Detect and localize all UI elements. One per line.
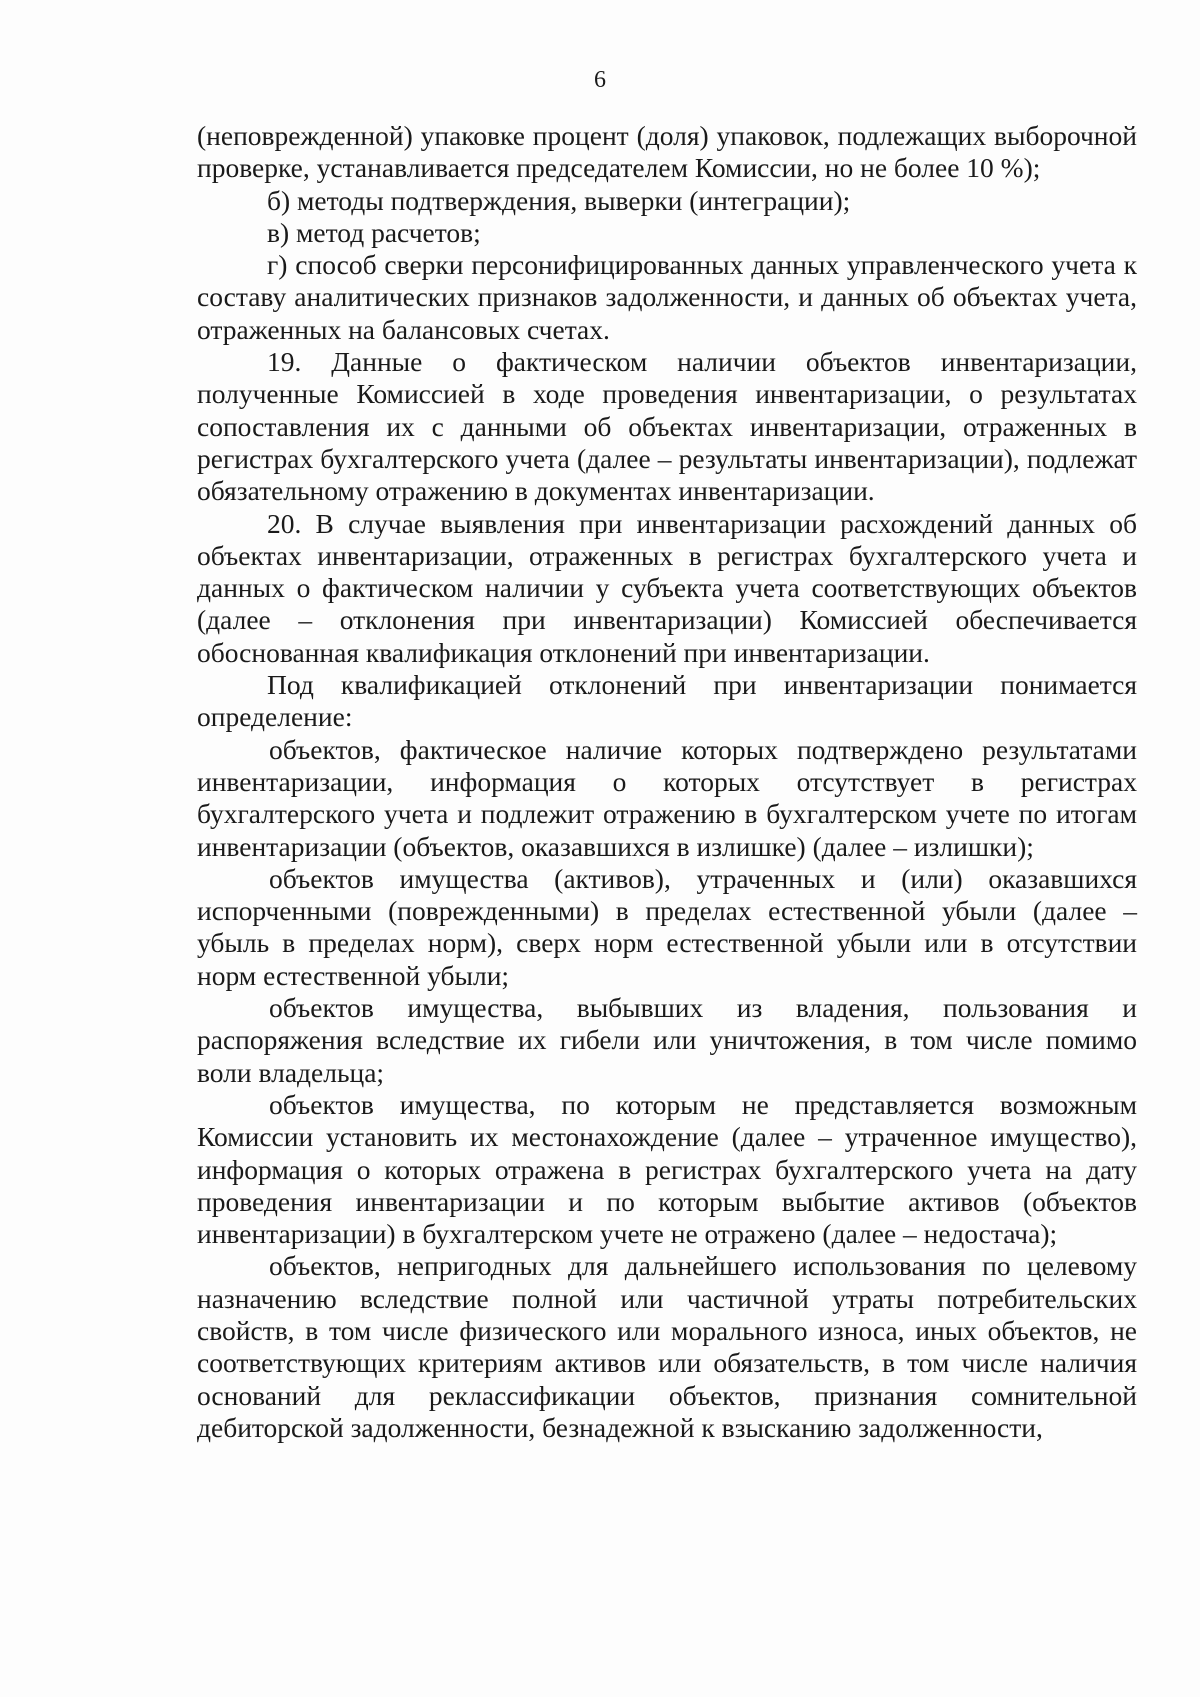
page-number: 6: [594, 67, 606, 93]
definition-loss-within-norms: объектов имущества (активов), утраченных и (или) оказавшихся испорченными (поврежденными) в пределах естественной убыли (далее – убыль в пределах норм), сверх норм естественной убыли или в отсутствии норм естественной убыли;: [197, 862, 1137, 991]
paragraph-continuation: (неповрежденной) упаковке процент (доля) упаковок, подлежащих выборочной проверке, устанавливается председателем Комиссии, но не более 10 %);: [197, 120, 1137, 184]
document-body: [197, 120, 1137, 1444]
clause-19: 19. Данные о фактическом наличии объектов инвентаризации, полученные Комиссией в ходе проведения инвентаризации, о результатах сопоставления их с данными об объектах инвентаризации, отраженных в регистрах бухгалтерского учета (далее – результаты инвентаризации), подлежат обязательному отражению в документах инвентаризации.: [197, 346, 1137, 507]
definition-shortage: объектов имущества, по которым не представляется возможным Комиссии установить их местонахождение (далее – утраченное имущество), информация о которых отражена в регистрах бухгалтерского учета на дату проведения инвентаризации и по которым выбытие активов (объектов инвентаризации) в бухгалтерском учете не отражено (далее – недостача);: [197, 1088, 1137, 1250]
clause-20: 20. В случае выявления при инвентаризации расхождений данных об объектах инвентаризации, отраженных в регистрах бухгалтерского учета и данных о фактическом наличии у субъекта учета соответствующих объектов (далее – отклонения при инвентаризации) Комиссией обеспечивается обоснованная квалификация отклонений при инвентаризации.: [197, 507, 1137, 668]
list-item-b: б) методы подтверждения, выверки (интеграции);: [267, 184, 851, 216]
definition-surplus: объектов, фактическое наличие которых подтверждено результатами инвентаризации, информация о которых отсутствует в регистрах бухгалтерского учета и подлежит отражению в бухгалтерском учете по итогам инвентаризации (объектов, оказавшихся в излишке) (далее – излишки);: [197, 733, 1137, 862]
list-item-g: г) способ сверки персонифицированных данных управленческого учета к составу аналитических признаков задолженности, и данных об объектах учета, отраженных на балансовых счетах.: [197, 249, 1137, 345]
list-item-v: в) метод расчетов;: [267, 216, 481, 248]
definition-intro: Под квалификацией отклонений при инвентаризации понимается определение:: [197, 669, 1137, 733]
definition-unusable-objects: объектов, непригодных для дальнейшего использования по целевому назначению вследствие полной или частичной утраты потребительских свойств, в том числе физического или морального износа, иных объектов, не соответствующих критериям активов или обязательств, в том числе наличия оснований для реклассификации объектов, признания сомнительной дебиторской задолженности, безнадежной к взысканию задолженности,: [197, 1250, 1137, 1443]
definition-disposed-assets: объектов имущества, выбывших из владения, пользования и распоряжения вследствие их гибели или уничтожения, в том числе помимо воли владельца;: [197, 992, 1137, 1088]
